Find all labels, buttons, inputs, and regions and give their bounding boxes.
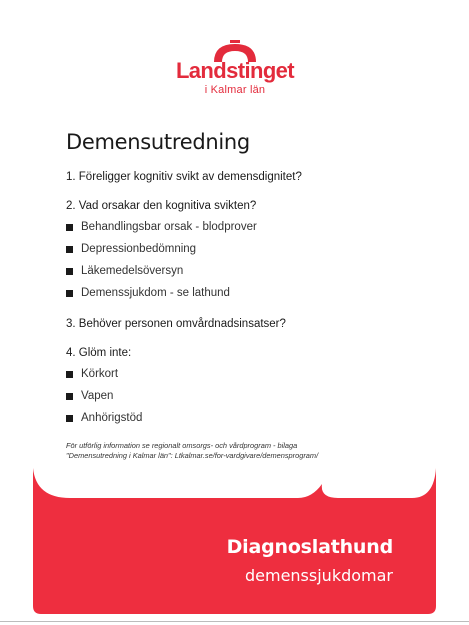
page-bottom-divider bbox=[0, 621, 469, 622]
list-item-label: Vapen bbox=[81, 390, 114, 402]
logo-name: Landstinget bbox=[175, 58, 295, 83]
square-bullet-icon bbox=[66, 290, 73, 297]
banner-subtitle: demenssjukdomar bbox=[244, 566, 393, 585]
list-item-label: Körkort bbox=[81, 368, 119, 380]
question-2: 2. Vad orsakar den kognitiva svikten? bbox=[66, 200, 257, 212]
question-3: 3. Behöver personen omvårdnadsinsatser? bbox=[66, 318, 286, 330]
list-item-label: Depressionbedömning bbox=[81, 243, 197, 255]
square-bullet-icon bbox=[66, 371, 73, 378]
footnote-line: "Demensutredning i Kalmar län": Ltkalmar.se/for-vardgivare/demensprogram/ bbox=[66, 451, 319, 460]
list-item-label: Behandlingsbar orsak - blodprover bbox=[81, 221, 257, 233]
square-bullet-icon bbox=[66, 393, 73, 400]
square-bullet-icon bbox=[66, 415, 73, 422]
logo-subtitle: i Kalmar län bbox=[204, 84, 266, 96]
question-4: 4. Glöm inte: bbox=[66, 347, 132, 359]
question-1: 1. Föreligger kognitiv svikt av demensdignitet? bbox=[66, 171, 302, 183]
square-bullet-icon bbox=[66, 224, 73, 231]
list-item bbox=[66, 243, 196, 255]
list-item bbox=[66, 287, 230, 299]
list-item-label: Läkemedelsöversyn bbox=[81, 265, 184, 277]
list-item bbox=[66, 221, 257, 233]
footnote-line: För utförlig information se regionalt omsorgs- och vårdprogram - bilaga bbox=[66, 441, 298, 450]
list-item-label: Anhörigstöd bbox=[81, 412, 143, 424]
landstinget-logo bbox=[170, 36, 300, 106]
list-item bbox=[66, 390, 113, 402]
square-bullet-icon bbox=[66, 268, 73, 275]
list-item-label: Demenssjukdom - se lathund bbox=[81, 287, 230, 299]
list-item bbox=[66, 368, 118, 380]
list-item bbox=[66, 265, 183, 277]
page-title: Demensutredning bbox=[66, 130, 250, 154]
list-item bbox=[66, 412, 142, 424]
square-bullet-icon bbox=[66, 246, 73, 253]
banner-title: Diagnoslathund bbox=[226, 536, 393, 558]
footnote bbox=[66, 441, 406, 461]
